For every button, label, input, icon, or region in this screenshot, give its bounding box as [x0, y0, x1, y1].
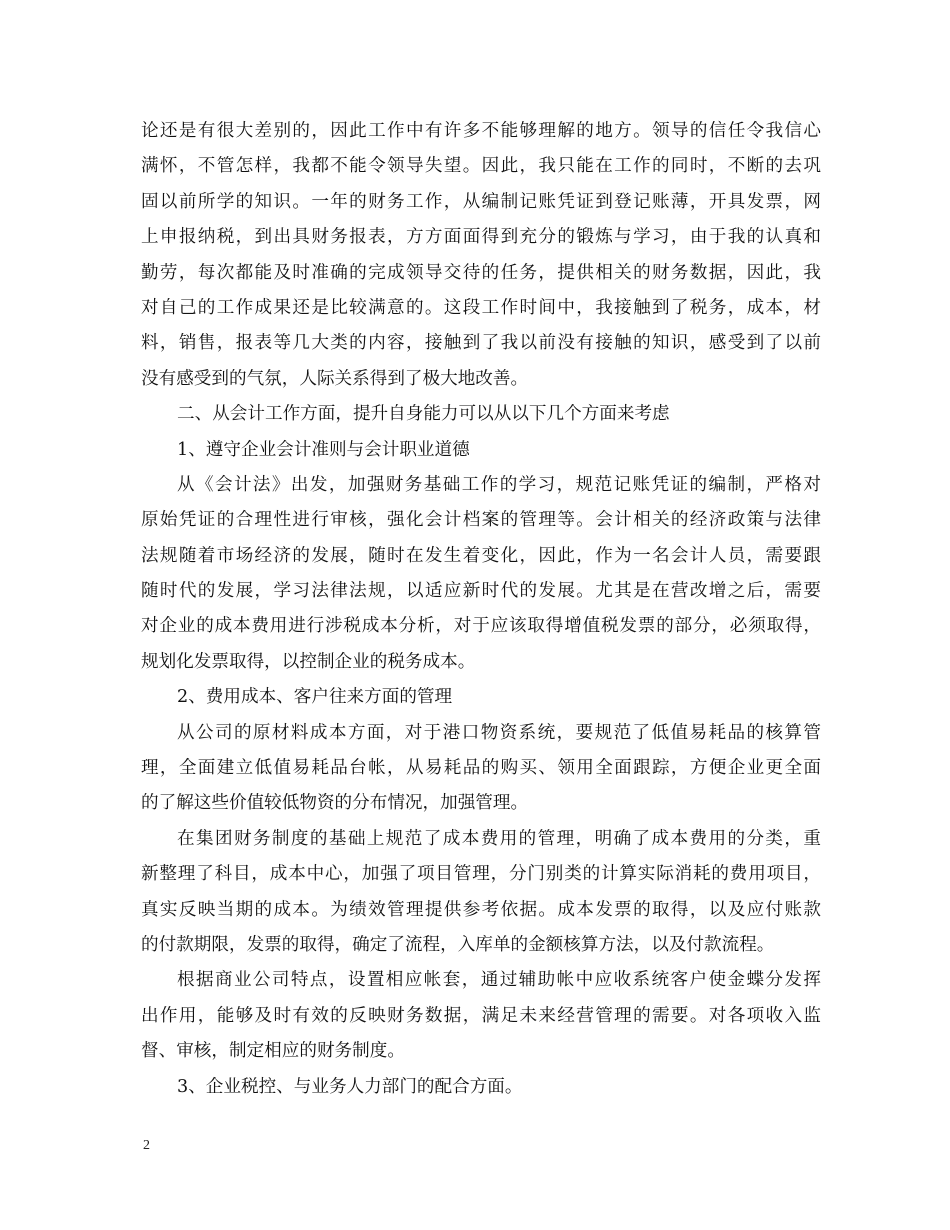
paragraph	[141, 963, 821, 1069]
text-line: 勤劳，每次都能及时准确的完成领导交待的任务，提供相关的财务数据，因此，我	[141, 262, 821, 283]
text-line: 没有感受到的气氛，人际关系得到了极大地改善。	[141, 368, 529, 389]
text-line: 督、审核，制定相应的财务制度。	[141, 1041, 405, 1062]
paragraph	[141, 468, 821, 680]
text-line: 原始凭证的合理性进行审核，强化会计档案的管理等。会计相关的经济政策与法律	[141, 510, 821, 531]
paragraph	[141, 822, 821, 964]
text-line: 料，销售，报表等几大类的内容，接触到了我以前没有接触的知识，感受到了以前	[141, 333, 821, 354]
text-line: 出作用，能够及时有效的反映财务数据，满足未来经营管理的需要。对各项收入监	[141, 1005, 821, 1026]
text-line: 规划化发票取得，以控制企业的税务成本。	[141, 651, 476, 672]
text-line: 固以前所学的知识。一年的财务工作，从编制记账凭证到登记账薄，开具发票，网	[141, 191, 821, 212]
section-heading	[141, 397, 821, 432]
text-line: 根据商业公司特点，设置相应帐套，通过辅助帐中应收系统客户使金蝶分发挥	[177, 970, 821, 991]
text-line: 从《会计法》出发，加强财务基础工作的学习，规范记账凭证的编制，严格对	[177, 474, 821, 495]
text-line: 随时代的发展，学习法律法规，以适应新时代的发展。尤其是在营改增之后，需要	[141, 581, 821, 602]
text-line: 新整理了科目，成本中心，加强了项目管理，分门别类的计算实际消耗的费用项目，	[141, 864, 821, 885]
paragraph	[141, 716, 821, 822]
text-line: 法规随着市场经济的发展，随时在发生着变化，因此，作为一名会计人员，需要跟	[141, 545, 821, 566]
text-line: 论还是有很大差别的，因此工作中有许多不能够理解的地方。领导的信任令我信心	[141, 121, 821, 141]
section-heading	[141, 680, 821, 715]
section-heading	[141, 433, 821, 468]
page-number: 2	[143, 1138, 150, 1153]
text-line: 的付款期限，发票的取得，确定了流程，入库单的金额核算方法，以及付款流程。	[141, 934, 775, 955]
text-line: 在集团财务制度的基础上规范了成本费用的管理，明确了成本费用的分类，重	[177, 828, 821, 849]
paragraph	[141, 114, 821, 397]
text-line: 上申报纳税，到出具财务报表，方方面面得到充分的锻炼与学习，由于我的认真和	[141, 227, 821, 248]
text-line: 理，全面建立低值易耗品台帐，从易耗品的购买、领用全面跟踪，方便企业更全面	[141, 758, 821, 779]
text-line: 满怀，不管怎样，我都不能令领导失望。因此，我只能在工作的同时，不断的去巩	[141, 156, 821, 177]
text-line: 二、从会计工作方面，提升自身能力可以从以下几个方面来考虑	[177, 404, 670, 425]
text-line: 2、费用成本、客户往来方面的管理	[177, 687, 453, 708]
text-line: 的了解这些价值较低物资的分布情况，加强管理。	[141, 793, 529, 814]
section-heading	[141, 1070, 821, 1105]
document-body	[141, 114, 821, 1105]
text-line: 对企业的成本费用进行涉税成本分析，对于应该取得增值税发票的部分，必须取得，	[141, 616, 821, 637]
text-line: 1、遵守企业会计准则与会计职业道德	[177, 439, 470, 460]
text-line: 从公司的原材料成本方面，对于港口物资系统，要规范了低值易耗品的核算管	[177, 722, 821, 743]
text-line: 对自己的工作成果还是比较满意的。这段工作时间中，我接触到了税务，成本，材	[141, 297, 821, 318]
text-line: 真实反映当期的成本。为绩效管理提供参考依据。成本发票的取得，以及应付账款	[141, 899, 821, 920]
text-line: 3、企业税控、与业务人力部门的配合方面。	[177, 1076, 523, 1097]
